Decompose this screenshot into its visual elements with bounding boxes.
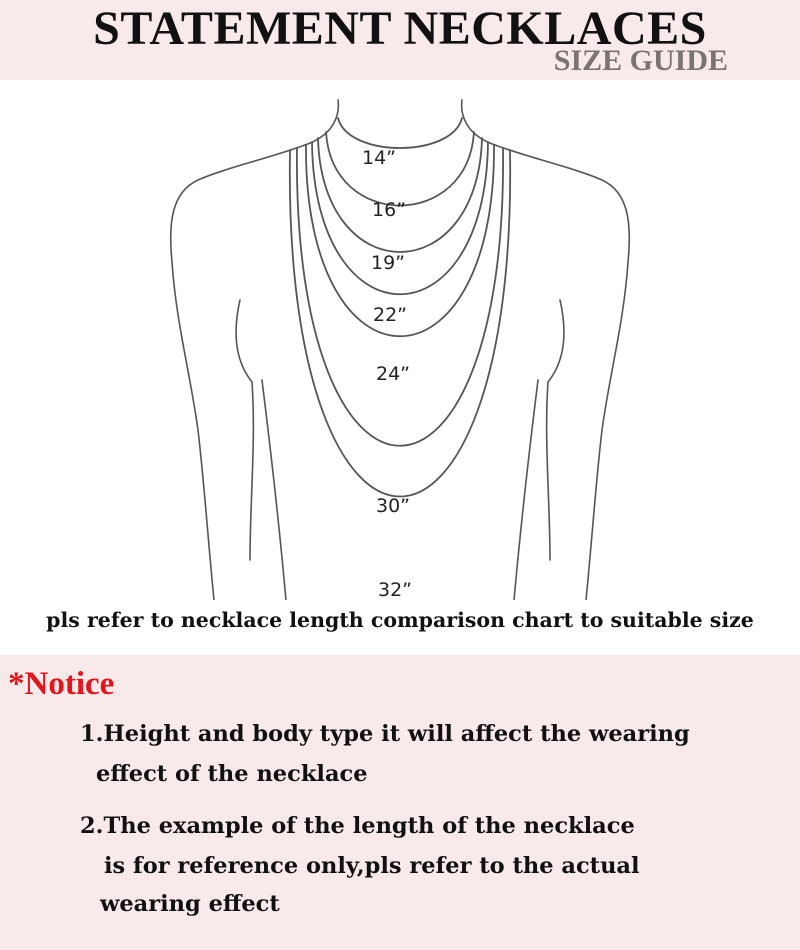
body-outline-left [171, 145, 305, 600]
torso-outline-left [236, 300, 253, 560]
length-label-32: 32” [378, 579, 413, 600]
arm-inner-right [514, 380, 538, 600]
necklace-19 [318, 138, 482, 252]
notice-item-2-line-3: wearing effect [100, 891, 280, 917]
length-label-14: 14” [362, 147, 397, 169]
necklace-length-diagram [0, 80, 800, 600]
length-label-19: 19” [371, 252, 406, 274]
notice-title: *Notice [8, 666, 115, 702]
torso-outline-right [547, 300, 564, 560]
page-title: STATEMENT NECKLACES [93, 2, 707, 55]
notice-item-1-line-2: effect of the necklace [96, 761, 368, 787]
length-label-16: 16” [372, 199, 407, 221]
neck-outline-left [305, 100, 338, 145]
necklace-16 [326, 132, 474, 206]
length-label-30: 30” [376, 495, 411, 517]
body-outline-right [495, 145, 629, 600]
notice-item-2-line-1: 2.The example of the length of the necklace [80, 813, 635, 839]
arm-inner-left [262, 380, 286, 600]
necklace-14 [338, 118, 462, 148]
length-label-22: 22” [373, 304, 408, 326]
neck-outline-right [462, 100, 495, 145]
notice-item-1-line-1: 1.Height and body type it will affect the wearing [80, 721, 690, 747]
chart-caption: pls refer to necklace length comparison chart to suitable size [46, 608, 754, 632]
notice-item-2-line-2: is for reference only,pls refer to the actual [104, 853, 640, 879]
length-label-24: 24” [376, 363, 411, 385]
page-subtitle: SIZE GUIDE [553, 44, 728, 77]
